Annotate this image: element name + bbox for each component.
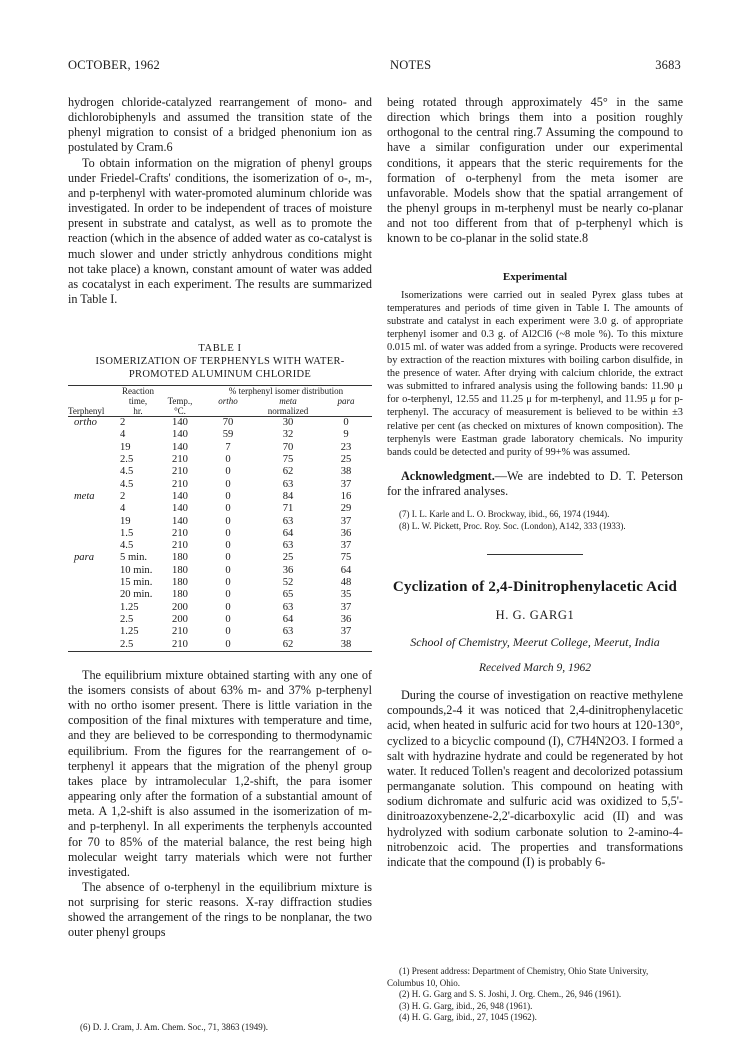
cell-ortho: 0 [225,577,231,589]
cell-temp: 140 [172,490,188,502]
cell-time: 1.25 [120,626,139,638]
running-header-section: NOTES [390,58,432,72]
cell-time: 2.5 [120,454,134,466]
cell-para: 38 [340,466,352,478]
cell-time: 2 [120,417,126,429]
cell-isomer: ortho [74,417,97,429]
cell-temp: 210 [172,540,188,552]
table-row [68,491,372,503]
cell-isomer [68,528,116,540]
cell-para: 36 [340,527,352,539]
cell-meta: 64 [282,527,294,539]
cell-ortho: 70 [222,417,234,429]
cell-time: 2.5 [120,613,134,625]
cell-time: 20 min. [120,589,153,601]
cell-meta: 62 [256,639,320,652]
table-row [68,639,372,652]
col-header-distribution: % terphenyl isomer distribution [200,386,372,397]
cell-isomer [68,639,116,652]
cell-isomer: para [74,552,95,564]
cell-ortho: 0 [225,564,231,576]
cell-time: 2 [120,490,126,502]
cell-ortho: 0 [200,639,256,652]
cell-meta: 65 [282,589,294,601]
acknowledgment [387,469,683,499]
cell-time: 4.5 [120,540,134,552]
experimental-text: Isomerizations were carried out in sealed Pyrex glass tubes at temperatures and periods of time given in Table I. The amounts of substrate and catalyst in each experiment were 3.0 g. of appropriate terphenyl isomer and 0.3 g. of Al2Cl6 (~8 mole %). To this mixture 0.015 ml. of water was added from a syringe. Products were recovered by extraction of the reaction mixtures with boiling carbon disulfide, in the presence of water. After drying with calcium chloride, the extract was submitted to infrared analysis using the following bands: 11.90 μ for o-terphenyl, 12.55 and 11.25 μ for m-terphenyl, and 11.95 μ for p-terphenyl. The accuracy of measurement is believed to be within ±3 relative per cent (as checked on mixtures of known composition). The terphenyls were Eastman grade laboratory chemicals. No impurity bands could be detected and purity of 99+% was assumed. [387,289,683,458]
cell-para: 0 [343,417,349,429]
cell-isomer: meta [74,490,95,502]
paragraph-absence: The absence of o-terphenyl in the equilibrium mixture is not surprising for steric reasons. X-ray diffraction studies showed the arrangement of the rings to be nonplanar, the two outer phenyl groups [68,880,372,940]
footnote-7: (7) I. L. Karle and L. O. Brockway, ibid., 66, 1974 (1944). [399,509,610,520]
cell-isomer [68,602,116,614]
article-title: Cyclization of 2,4-Dinitrophenylacetic Acid [392,579,678,596]
cell-para: 38 [320,639,372,652]
cell-meta: 63 [282,626,294,638]
cell-ortho: 0 [225,552,231,564]
paragraph-rearrangement: hydrogen chloride-catalyzed rearrangement of mono- and dichlorobiphenyls and assumed the transition state of the phenyl migration to consist of a bridged phenonium ion as postulated by Cram.6 [68,95,372,155]
table-i [68,343,372,652]
footnote-2: (2) H. G. Garg and S. S. Joshi, J. Org. Chem., 26, 946 (1961). [399,989,622,999]
cell-temp: 210 [172,454,188,466]
cell-meta: 63 [282,601,294,613]
cell-meta: 64 [282,613,294,625]
cell-meta: 63 [282,478,294,490]
footnote-3: (3) H. G. Garg, ibid., 26, 948 (1961). [399,1000,533,1011]
cell-time: 10 min. [120,564,153,576]
table-row [68,626,372,638]
cell-temp: 210 [172,626,188,638]
cell-time: 4.5 [120,466,134,478]
cell-time: 1.25 [120,601,139,613]
cell-isomer [68,503,116,515]
cell-isomer [68,626,116,638]
col-header-degc: °C. [160,406,200,417]
table-row [68,503,372,515]
table-row [68,442,372,454]
article-footnotes [387,966,683,1024]
cell-meta: 63 [282,515,294,527]
cell-temp: 140 [172,441,188,453]
cell-ortho: 0 [225,540,231,552]
cell-time: 15 min. [120,577,153,589]
table-row [68,528,372,540]
footnote-8: (8) L. W. Pickett, Proc. Roy. Soc. (London), A142, 333 (1933). [399,520,626,531]
cell-meta: 52 [282,577,294,589]
cell-ortho: 0 [225,454,231,466]
cell-temp: 180 [172,564,188,576]
cell-isomer [68,479,116,491]
footnote-6: (6) D. J. Cram, J. Am. Chem. Soc., 71, 3863 (1949). [80,1022,268,1032]
cell-ortho: 0 [225,503,231,515]
cell-meta: 70 [282,441,294,453]
cell-temp: 200 [172,601,188,613]
cell-para: 36 [340,613,352,625]
col-header-ortho: ortho [218,396,238,407]
col-header-meta: meta [279,396,297,407]
cell-isomer [68,614,116,626]
footnote-1: (1) Present address: Department of Chemistry, Ohio State University, Columbus 10, Ohio. [387,966,649,988]
page-number: 3683 [655,58,681,72]
cell-para: 37 [340,515,352,527]
table-row [68,479,372,491]
table-row [68,540,372,552]
cell-temp: 140 [172,515,188,527]
footnote-6-block [68,1022,372,1034]
table-row [68,602,372,614]
cell-ortho: 0 [225,613,231,625]
cell-ortho: 0 [225,490,231,502]
article-affiliation: School of Chemistry, Meerut College, Meerut, India [410,635,660,650]
col-header-reaction: Reaction [116,386,160,397]
table-row [68,552,372,564]
footnote-4: (4) H. G. Garg, ibid., 27, 1045 (1962). [399,1012,537,1022]
cell-temp: 180 [172,552,188,564]
left-column [68,95,372,941]
cell-para: 37 [340,601,352,613]
article-author: H. G. GARG1 [495,608,575,623]
cell-ortho: 7 [225,441,231,453]
cell-para: 64 [340,564,352,576]
cell-temp: 180 [172,577,188,589]
cell-isomer [68,442,116,454]
cell-ortho: 59 [222,429,234,441]
cell-meta: 63 [282,540,294,552]
cell-ortho: 0 [225,589,231,601]
cell-temp: 210 [160,639,200,652]
cell-para: 16 [340,490,352,502]
table-row [68,565,372,577]
cell-time: 19 [120,441,131,453]
cell-isomer [68,454,116,466]
cell-meta: 30 [282,417,294,429]
cell-para: 25 [340,454,352,466]
col-header-para: para [337,396,355,407]
cell-time: 4.5 [120,478,134,490]
cell-meta: 32 [282,429,294,441]
experimental-heading: Experimental [502,270,568,283]
cell-para: 29 [340,503,352,515]
table-row [68,466,372,478]
cell-para: 48 [340,577,352,589]
paragraph-objective: To obtain information on the migration of phenyl groups under Friedel-Crafts' conditions, the isomerization of o-, m-, and p-terphenyl with water-promoted aluminum chloride was investigated. In order to be independent of traces of moisture present in substrate and catalyst, as well as to promote the reaction (which in the absence of added water as co-catalyst is much slower and under strictly anhydrous conditions might not take place) a known, constant amount of water was added as cocatalyst in each experiment. The results are summarized in Table I. [68,155,372,307]
cell-temp: 200 [172,613,188,625]
cell-ortho: 0 [225,466,231,478]
table-row [68,516,372,528]
cell-para: 37 [340,626,352,638]
acknowledgment-text: —We are indebted to D. T. Peterson for the infrared analyses. [387,468,683,498]
cell-temp: 210 [172,466,188,478]
right-column [387,95,683,870]
table-row [68,429,372,441]
col-header-temp: Temp., [167,396,193,407]
cell-meta: 71 [282,503,294,515]
acknowledgment-label: Acknowledgment. [401,468,495,483]
cell-para: 75 [340,552,352,564]
cell-ortho: 0 [225,515,231,527]
isomerization-table [68,385,372,652]
cell-time: 4 [120,503,126,515]
cell-ortho: 0 [225,478,231,490]
cell-isomer [68,516,116,528]
cell-ortho: 0 [225,527,231,539]
cell-temp: 210 [172,478,188,490]
cell-isomer [68,565,116,577]
cell-isomer [68,589,116,601]
cell-isomer [68,540,116,552]
cell-ortho: 0 [225,626,231,638]
cell-para: 9 [343,429,349,441]
cell-temp: 140 [172,429,188,441]
cell-isomer [68,577,116,589]
cell-time: 4 [120,429,126,441]
table-title: TABLE I [198,343,242,355]
cell-meta: 84 [282,490,294,502]
col-header-terphenyl: Terphenyl [68,406,116,417]
cell-para: 37 [340,478,352,490]
table-body [68,417,372,652]
cell-meta: 62 [282,466,294,478]
col-header-normalized: normalized [256,406,320,417]
article-body: During the course of investigation on reactive methylene compounds,2-4 it was noticed that 2,4-dinitrophenylacetic acid, when heated in sulfuric acid for two hours at 120-130°, cyclized to a bicyclic compound (I), C7H4N2O3. I formed a salt with hydrazine hydrate and could be regenerated by hot water. It reduced Tollen's reagent and decolorized potassium permanganate solution. This compound on heating with sodium dichromate and sulfuric acid was oxidized to 5,5'-dinitroazoxybenzene-2,2'-dicarboxylic acid (II) and was hydrolyzed with sodium carbonate solution to 2-amino-4-nitrobenzoic acid. The properties and transformations indicate that the compound (I) is probably 6- [387,688,683,869]
table-row [68,614,372,626]
article-received-date: Received March 9, 1962 [479,662,591,675]
cell-isomer [68,466,116,478]
cell-meta: 25 [282,552,294,564]
cell-para: 35 [340,589,352,601]
paragraph-rotation: being rotated through approximately 45° in the same direction which brings them into a position roughly orthogonal to the central ring.7 Assuming the compound to have a similar configuration under our experimental conditions, it appears that the steric requirements for the formation of o-terphenyl from the meta isomer are unfavorable. Models show that the spatial arrangement of the phenyl groups in m-terphenyl must be nearly co-planar and not too different from that of p-terphenyl which is known to be co-planar in the solid state.8 [387,95,683,246]
cell-time: 5 min. [120,552,148,564]
table-row [68,589,372,601]
cell-para: 37 [340,540,352,552]
cell-ortho: 0 [225,601,231,613]
running-header-date: OCTOBER, 1962 [68,58,160,72]
cell-temp: 180 [172,589,188,601]
cell-para: 23 [340,441,352,453]
article-divider [487,554,583,555]
col-header-hr: hr. [116,406,160,417]
table-row [68,577,372,589]
cell-temp: 210 [172,527,188,539]
col-header-time: time, [128,396,148,407]
cell-time: 19 [120,515,131,527]
cell-time: 1.5 [120,527,134,539]
cell-meta: 75 [282,454,294,466]
cell-time: 2.5 [116,639,160,652]
table-caption: ISOMERIZATION OF TERPHENYLS WITH WATER-PROMOTED ALUMINUM CHLORIDE [95,356,345,380]
cell-temp: 140 [172,417,188,429]
cell-isomer [68,429,116,441]
table-row [68,417,372,430]
paragraph-equilibrium: The equilibrium mixture obtained starting with any one of the isomers consists of about 63% m- and 37% p-terphenyl with no ortho isomer present. There is little variation in the composition of the final mixtures with temperature and time, and they are believed to be corresponding to thermodynamic equilibrium. From the figures for the rearrangement of o-terphenyl it appears that the migration of the phenyl group takes place by intramolecular 1,2-shift, the para isomer appearing only after the formation of a substantial amount of meta. A 1,2-shift is also assumed in the isomerization of m- and p-terphenyl. In all experiments the terphenyls accounted for 70 to 85% of the material balance, the rest being high molecular weight tarry materials which were not further investigated. [68,667,372,879]
cell-temp: 140 [172,503,188,515]
cell-meta: 36 [282,564,294,576]
table-row [68,454,372,466]
